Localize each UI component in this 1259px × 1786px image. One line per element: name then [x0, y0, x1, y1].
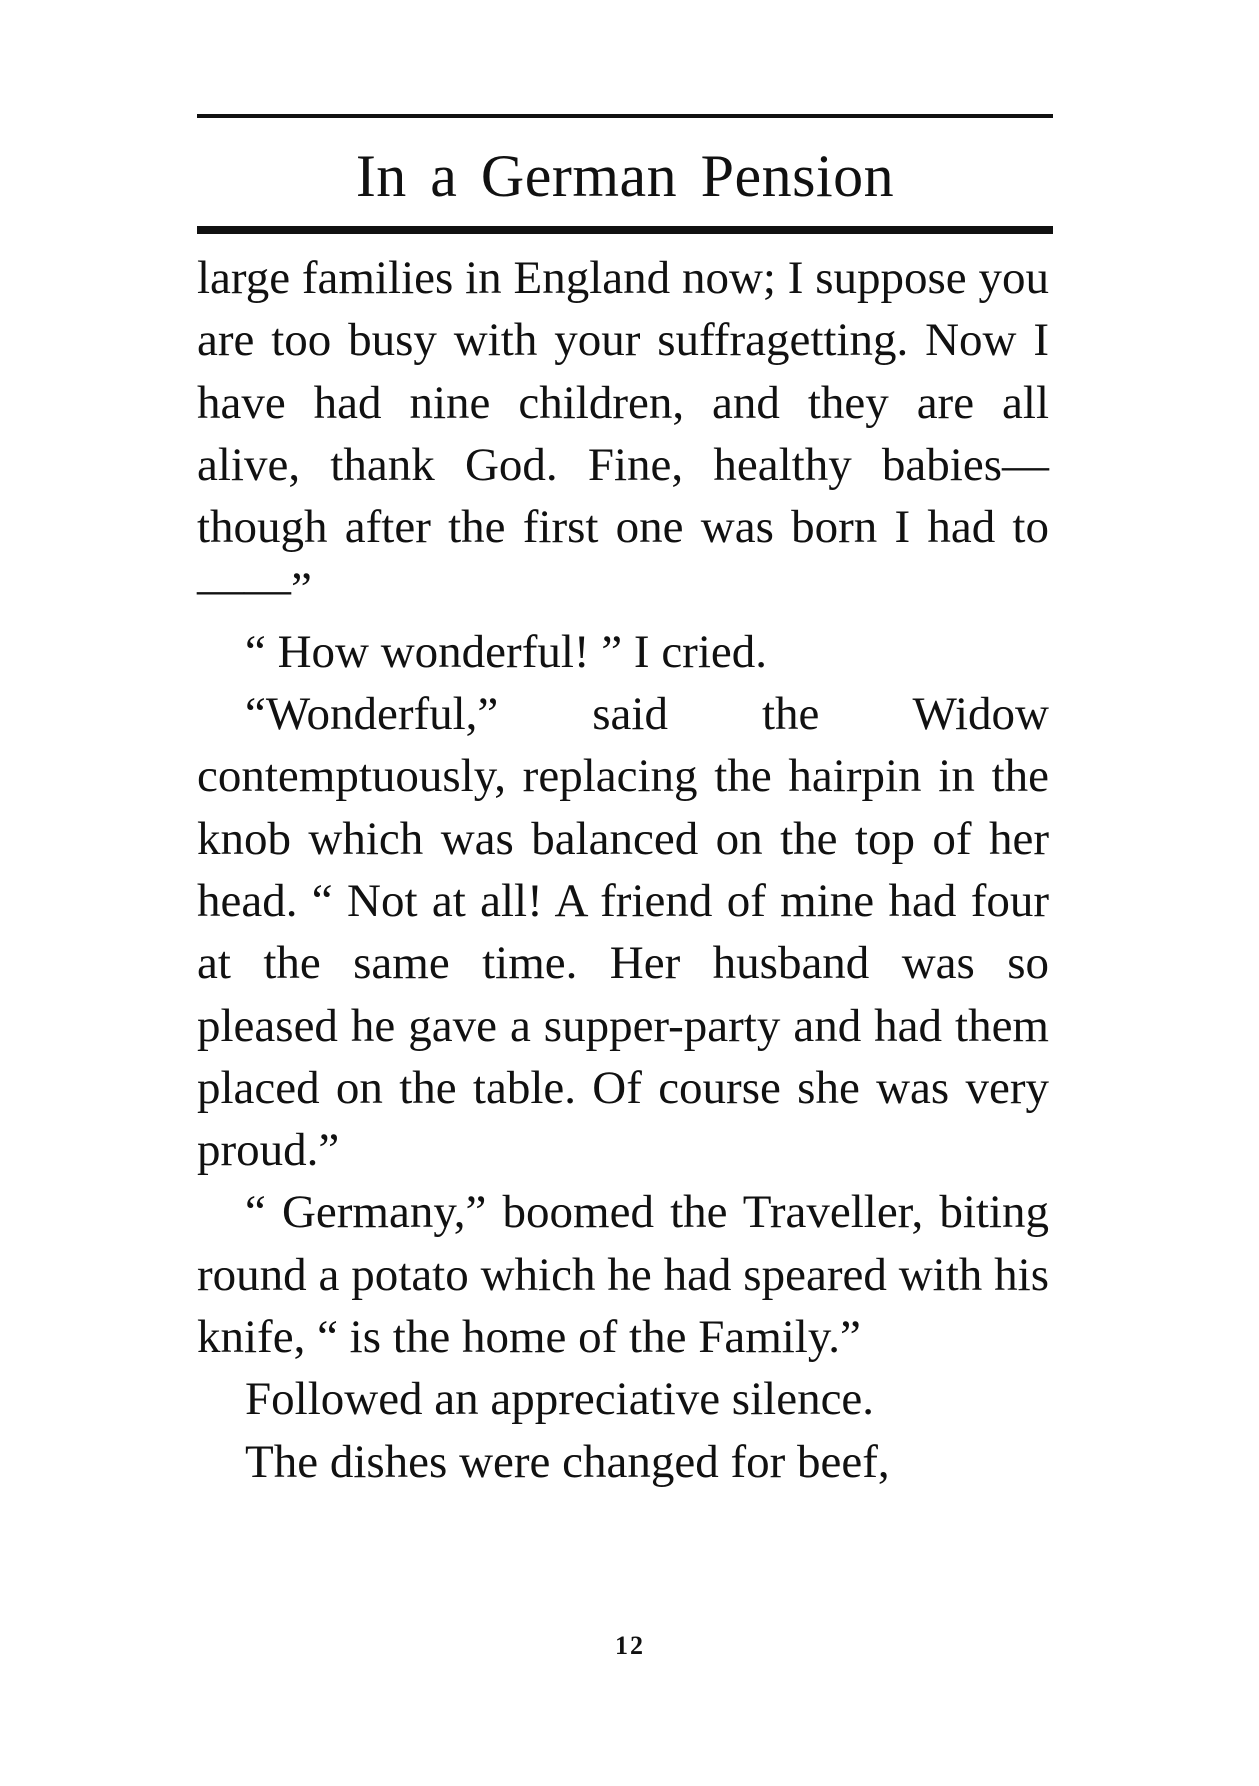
page-number: 12 [615, 1631, 645, 1660]
body-text [197, 247, 1049, 1493]
paragraph-continuation: large families in England now; I suppose you are too busy with your suffragetting. Now I have had nine children, and they are all alive, thank God. Fine, healthy babies—though after the first one was born I had to——” [197, 252, 1049, 616]
paragraph: “ How wonderful! ” I cried. [245, 625, 768, 678]
header-rule-bottom [197, 226, 1053, 234]
paragraph: “Wonderful,” said the Widow contemptuously, replacing the hairpin in the knob which was balanced on the top of her head. “ Not at all! A friend of mine had four at the same time. Her husband was so pleased he gave a supper-party and had them placed on the table. Of course she was very proud.” [197, 688, 1049, 1177]
header-rule-top [197, 114, 1053, 118]
running-head: In a German Pension [355, 143, 895, 209]
paragraph: The dishes were changed for beef, [245, 1435, 890, 1488]
paragraph: Followed an appreciative silence. [245, 1373, 875, 1426]
paragraph: “ Germany,” boomed the Traveller, biting round a potato which he had speared with his knife, “ is the home of the Family.” [197, 1186, 1049, 1364]
